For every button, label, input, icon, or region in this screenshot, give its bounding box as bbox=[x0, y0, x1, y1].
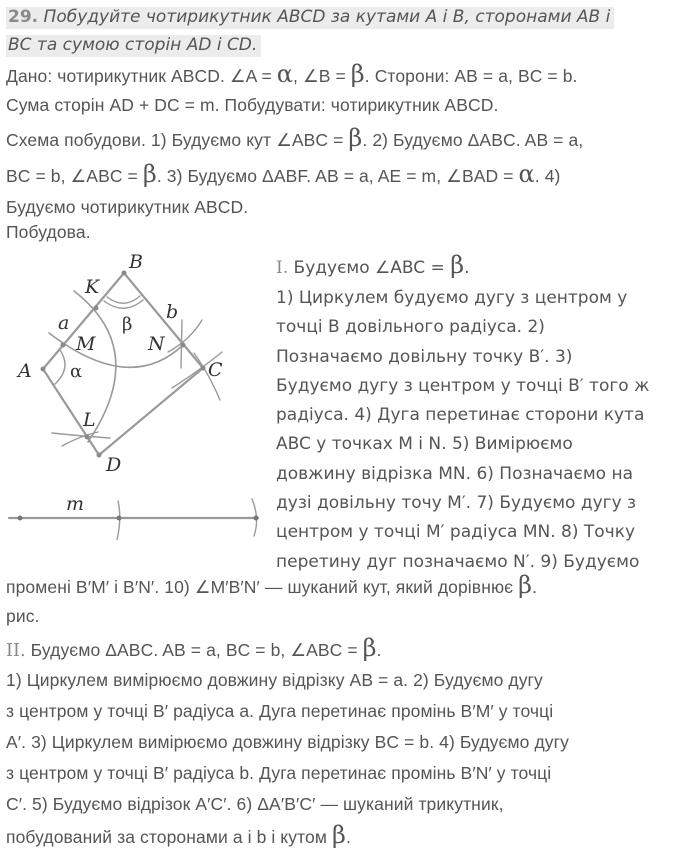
point-k bbox=[94, 306, 99, 311]
step-2-line: 1) Циркулем вимірюємо довжину відрізку AB = a. 2) Будуємо дугу bbox=[6, 670, 543, 690]
given-text: , ∠B = bbox=[293, 66, 351, 86]
beta-symbol: β bbox=[450, 251, 465, 279]
label-b: B bbox=[129, 251, 143, 273]
point-m bbox=[61, 343, 66, 348]
step-2-last-line: побудований за сторонами a і b і кутом β. bbox=[6, 821, 351, 849]
label-b-side: b bbox=[166, 301, 179, 323]
step-2-line: C′. 5) Будуємо відрізок A′C′. 6) ΔA′B′C′ — шуканий трикутник, bbox=[6, 794, 504, 814]
label-beta: β bbox=[122, 314, 133, 335]
angle-a-mark bbox=[55, 350, 65, 384]
scheme-text: . 4) bbox=[534, 166, 561, 186]
scheme-line-1 bbox=[6, 126, 691, 155]
beta-symbol: β bbox=[348, 124, 363, 152]
label-m-segment: m bbox=[66, 493, 85, 515]
beta-symbol: β bbox=[362, 634, 377, 662]
step-2-title-text: Будуємо ΔABC. AB = a, BC = b, ∠ABC = bbox=[25, 640, 363, 660]
point-l bbox=[85, 435, 90, 440]
given-text: . Сторони: AB = a, BC = b. bbox=[364, 66, 578, 86]
step-2-title: II. Будуємо ΔABC. AB = a, BC = b, ∠ABC = β. bbox=[6, 634, 382, 662]
step-2-line: A′. 3) Циркулем вимірюємо довжину відрізку BC = b. 4) Будуємо дугу bbox=[6, 732, 569, 752]
step-1-continuation bbox=[6, 573, 691, 602]
step-1-line: Позначаємо довільну точку B′. 3) bbox=[276, 346, 573, 367]
point-a bbox=[41, 367, 46, 372]
step-2-line: з центром у точці B′ радіуса a. Дуга перетинає промінь B′M′ у точці bbox=[6, 701, 554, 721]
alpha-symbol: α bbox=[276, 60, 294, 88]
step-1-line: Будуємо дугу з центром у точці B′ того ж bbox=[276, 375, 650, 396]
step-1-cont-text: . bbox=[532, 577, 538, 597]
beta-symbol: β bbox=[142, 160, 157, 188]
point-d bbox=[97, 453, 102, 458]
task-line-1: Побудуйте чотирикутник ABCD за кутами A і B, сторонами AB і bbox=[43, 7, 611, 27]
construction-heading: Побудова. bbox=[6, 222, 91, 242]
step-1-line: радіуса. 4) Дуга перетинає сторони кута bbox=[276, 405, 645, 426]
label-l: L bbox=[83, 409, 96, 431]
angle-b-mark-2 bbox=[104, 300, 143, 308]
label-m: M bbox=[76, 333, 96, 355]
step-1-line: точці B довільного радіуса. 2) bbox=[276, 317, 545, 338]
beta-symbol: β bbox=[350, 60, 365, 88]
task-line-2: BC та сумою сторін AD і CD. bbox=[8, 35, 258, 55]
label-a-side: a bbox=[58, 312, 70, 334]
step-1-line: перетину дуг позначаємо N′. 9) Будуємо bbox=[276, 551, 640, 572]
step-1-title-text: Будуємо ∠ABC = bbox=[288, 258, 451, 278]
step-1-title: I. Будуємо ∠ABC = β. bbox=[276, 251, 470, 279]
step-1-lines bbox=[276, 284, 691, 577]
scheme-text: . 2) Будуємо ΔABC. AB = a, bbox=[362, 130, 584, 150]
given-text: Дано: чотирикутник ABCD. ∠A = bbox=[6, 66, 277, 86]
roman-numeral: I. bbox=[276, 258, 289, 278]
label-alpha: α bbox=[70, 361, 83, 382]
scheme-text: Схема побудови. 1) Будуємо кут ∠ABC = bbox=[6, 130, 349, 150]
figure-reference: рис. bbox=[6, 606, 40, 626]
task-number: 29. bbox=[8, 7, 39, 27]
label-a: A bbox=[18, 360, 32, 382]
given-line-2: Сума сторін AD + DC = m. Побудувати: чотирикутник ABCD. bbox=[6, 95, 499, 115]
scheme-text: BC = b, ∠ABC = bbox=[6, 166, 143, 186]
segment-m-mark-1 bbox=[117, 501, 120, 540]
scheme-line-2 bbox=[6, 162, 691, 191]
construction-figure bbox=[0, 240, 270, 540]
step-1-line: дузі довільну точу M′. 7) Будуємо дугу з bbox=[276, 493, 637, 514]
step-1-line: ABC у точках M і N. 5) Вимірюємо bbox=[276, 434, 573, 455]
label-c: C bbox=[208, 359, 223, 381]
beta-symbol: β bbox=[331, 821, 346, 849]
given-line-1 bbox=[6, 62, 691, 91]
step-2-line: з центром у точці B′ радіуса b. Дуга перетинає промінь B′N′ у точці bbox=[6, 763, 552, 783]
step-1-line: довжину відрізка MN. 6) Позначаємо на bbox=[276, 463, 634, 484]
step-1-line: центром у точці M′ радіуса MN. 8) Точку bbox=[276, 522, 636, 543]
scheme-line-3: Будуємо чотирикутник ABCD. bbox=[6, 197, 249, 217]
segment-m-mid bbox=[117, 516, 122, 521]
segment-m-start bbox=[18, 516, 23, 521]
beta-symbol: β bbox=[518, 571, 533, 599]
segment-m-end bbox=[254, 516, 259, 521]
point-c bbox=[201, 366, 206, 371]
label-d: D bbox=[106, 454, 122, 476]
task-statement bbox=[6, 3, 686, 59]
step-1-line: 1) Циркулем будуємо дугу з центром у bbox=[276, 288, 628, 308]
label-n: N bbox=[148, 333, 165, 355]
scheme-text: . 3) Будуємо ΔABF. AB = a, AE = m, ∠BAD = bbox=[156, 166, 519, 186]
step-1-cont-text: промені B′M′ і B′N′. 10) ∠M′B′N′ — шуканий кут, який дорівнює bbox=[6, 577, 519, 597]
point-b bbox=[122, 271, 127, 276]
roman-numeral: II. bbox=[6, 641, 26, 661]
step-2-last-text: побудований за сторонами a і b і кутом bbox=[6, 827, 332, 847]
alpha-symbol: α bbox=[518, 160, 535, 188]
angle-b-mark bbox=[107, 296, 140, 303]
label-k: K bbox=[85, 276, 100, 298]
point-n bbox=[181, 343, 186, 348]
